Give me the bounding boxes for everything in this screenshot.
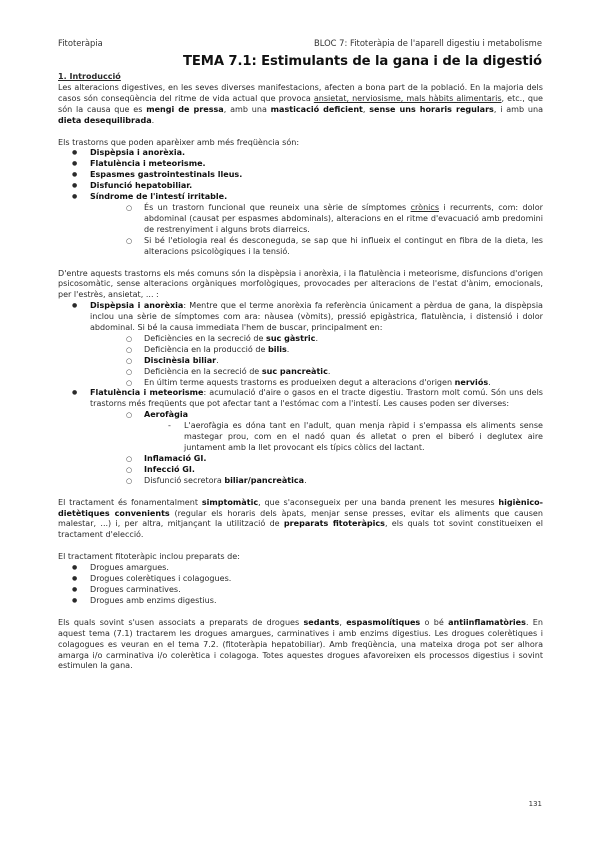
disorders-lead: Els trastorns que poden aparèixer amb més freqüència són:	[58, 137, 300, 147]
page-number: 131	[528, 800, 542, 808]
list-item: ○ Inflamació GI.	[122, 454, 543, 465]
list-item: ○ Deficiència en la producció de bilis.	[122, 345, 543, 356]
list-item: ○ En últim terme aquests trastorns es produeixen degut a alteracions d'origen nerviós.	[122, 378, 543, 389]
aerophagia-detail	[144, 421, 543, 454]
dyspepsia-causes	[90, 334, 543, 389]
list-item: ○ Si bé l'etiologia real és desconeguda, se sap que hi influeix el contingut en fibra de la dieta, les alteracions psicològiques i la tensió.	[122, 236, 543, 258]
list-item: ● Drogues amargues.	[58, 563, 543, 574]
header-left: Fitoteràpia	[58, 38, 103, 48]
list-item: ○ Discinèsia biliar.	[122, 356, 543, 367]
list-item: ● Dispèpsia i anorèxia.	[58, 148, 543, 159]
list-item: ● Dispèpsia i anorèxia: Mentre que el terme anorèxia fa referència únicament a pèrdua de gana, la dispèpsia inclou una sèrie de símptomes com ara: nàusea (vòmits), pressió epigàstrica, flatulència, i distensió i dolor abdominal. Si bé la causa immediata l'hem de buscar, principalment en: ○ Deficiències en la secreció de suc gàstric. ○ Deficiència en la producció de bilis. ○ Discinèsia biliar. ○ Deficiència en la secreció de suc pancreàtic. ○ En últim terme aquests trastorns es produeixen degut a alteracions d'origen nerviós.	[58, 301, 543, 388]
common-list	[58, 301, 543, 486]
list-item: ○ Disfunció secretora biliar/pancreàtica.	[122, 476, 543, 487]
list-item: ● Flatulència i meteorisme: acumulació d'aire o gasos en el tracte digestiu. Trastorn molt comú. Són uns dels trastorns més freqüents que pot afectar tant a l'estómac com a l'intestí. Les causes poden ser diverses: ○ Aerofàgia - L'aerofàgia es dóna tant en l'adult, quan menja ràpid i s'empassa els aliments sense mastegar prou, com en el nadó quan és alletat o pren el biberó i deglutex aire juntament amb la llet provocant els típics còlics del lactant. ○ Inflamació GI. ○ Infecció GI. ○ Disfunció secretora biliar/pancreàtica.	[58, 388, 543, 486]
list-item: ● Síndrome de l'intestí irritable. ○ És un trastorn funcional que reuneix una sèrie de símptomes crònics i recurrents, com: dolor abdominal (causat per espasmes abdominals), alteracions en el ritme d'evacuació amb predomini de restrenyiment i alguns brots diarreics. ○ Si bé l'etiologia real és desconeguda, se sap que hi influeix el contingut en fibra de la dieta, les alteracions psicològiques i la tensió.	[58, 192, 543, 257]
list-item: ○ Deficiències en la secreció de suc gàstric.	[122, 334, 543, 345]
list-item: ○ Deficiència en la secreció de suc pancreàtic.	[122, 367, 543, 378]
intro-paragraph: Les alteracions digestives, en les seves diverses manifestacions, afecten a bona part de la població. En la majoria dels casos són conseqüència del ritme de vida actual que provoca ansietat, nerviosisme, mals hàbits alimentaris, etc., que són la causa que es mengi de pressa, amb una masticació deficient, sense uns horaris regulars, i amb una dieta desequilibrada.	[58, 82, 544, 125]
treatment-paragraph: El tractament és fonamentalment simptomàtic, que s'aconsegueix per una banda prenent les mesures higiènico-dietètiques convenients (regular els horaris dels àpats, menjar sense presses, evitar els aliments que causen malestar, ...) i, per altra, mitjançant la utilització de preparats fitoteràpics, els quals tot sovint constitueixen el tractament d'elecció.	[58, 497, 544, 540]
list-item: ○ Infecció GI.	[122, 465, 543, 476]
list-item: ○ Aerofàgia - L'aerofàgia es dóna tant en l'adult, quan menja ràpid i s'empassa els aliments sense mastegar prou, com en el nadó quan és alletat o pren el biberó i deglutex aire juntament amb la llet provocant els típics còlics del lactant.	[122, 410, 543, 454]
list-item: ● Drogues carminatives.	[58, 585, 543, 596]
ibs-sublist	[90, 203, 543, 258]
common-paragraph: D'entre aquests trastorns els més comuns són la dispèpsia i anorèxia, i la flatulència i meteorisme, disfuncions d'origen psicosomàtic, sense alteracions orgàniques morfològiques, provocades per alteracions de l'estat d'ànim, emocionals, per l'estrès, ansietat, ... :	[58, 268, 543, 300]
list-item: ● Espasmes gastrointestinals lleus.	[58, 170, 543, 181]
phyto-list	[58, 563, 543, 607]
disorders-list	[58, 148, 543, 257]
content	[58, 72, 543, 672]
header-right: BLOC 7: Fitoteràpia de l'aparell digestiu i metabolisme	[313, 38, 542, 48]
list-item: ● Disfunció hepatobiliar.	[58, 181, 543, 192]
list-item: ● Drogues amb enzims digestius.	[58, 596, 543, 607]
page-title: TEMA 7.1: Estimulants de la gana i de la digestió	[183, 54, 542, 69]
flatulence-causes	[90, 410, 543, 486]
list-item: ● Flatulència i meteorisme.	[58, 159, 543, 170]
list-item: - L'aerofàgia es dóna tant en l'adult, quan menja ràpid i s'empassa els aliments sense mastegar prou, com en el nadó quan és alletat o pren el biberó i deglutex aire juntament amb la llet provocant els típics còlics del lactant.	[164, 421, 543, 454]
section-heading: 1. Introducció	[58, 72, 121, 81]
list-item: ● Drogues colerètiques i colagogues.	[58, 574, 543, 585]
closing-paragraph: Els quals sovint s'usen associats a preparats de drogues sedants, espasmolítiques o bé antiinflamatòries. En aquest tema (7.1) tractarem les drogues amargues, carminatives i amb enzims digestius. Les drogues colerètiques i colagogues es veuran en el tema 7.2. (fitoteràpia hepatobiliar). Amb freqüència, una mateixa droga pot ser alhora amarga i/o carminativa i/o colerètica i colagoga. Totes aquestes drogues afavoreixen els processos digestius i sovint estimulen la gana.	[58, 617, 543, 671]
phyto-lead: El tractament fitoteràpic inclou preparats de:	[58, 552, 240, 562]
list-item: ○ És un trastorn funcional que reuneix una sèrie de símptomes crònics i recurrents, com: dolor abdominal (causat per espasmes abdominals), alteracions en el ritme d'evacuació amb predomini de restrenyiment i alguns brots diarreics.	[122, 203, 543, 236]
